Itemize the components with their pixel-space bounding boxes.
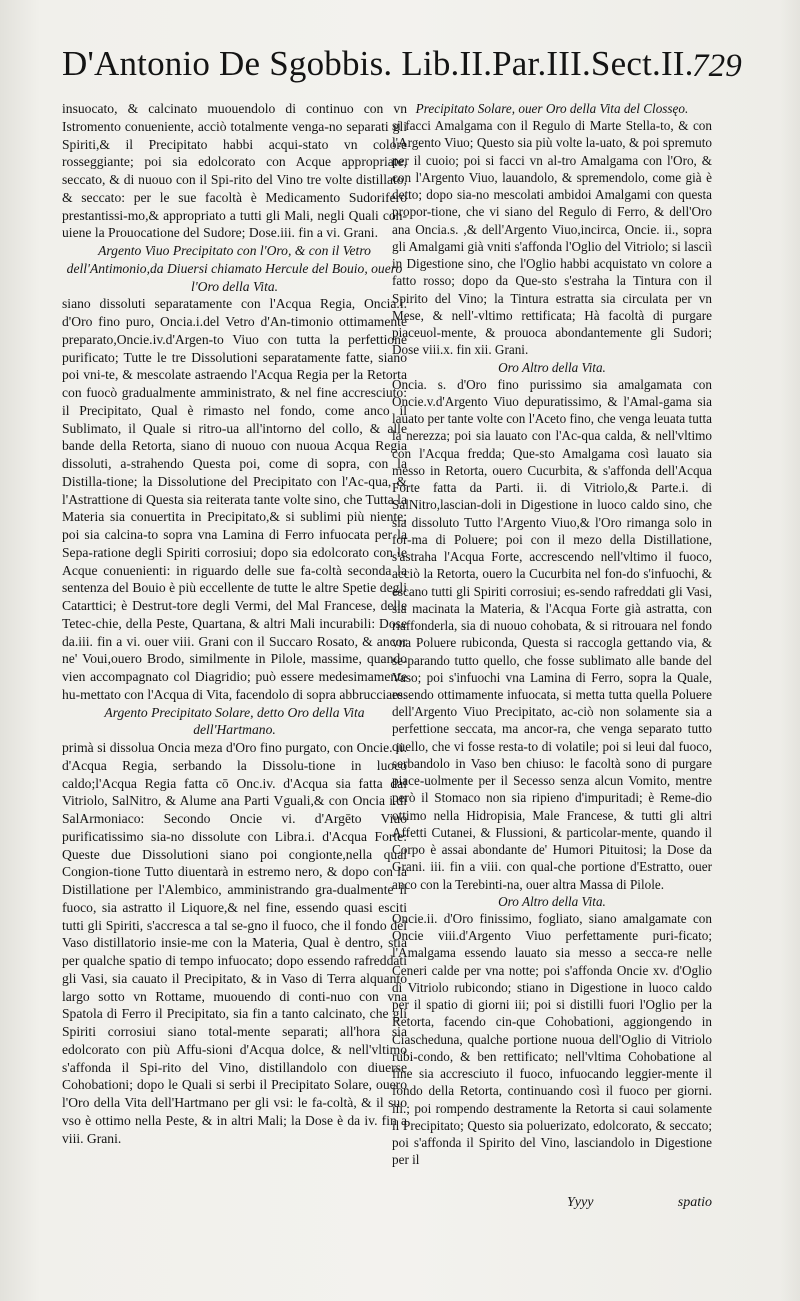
page-number: 729 bbox=[691, 48, 742, 84]
left-text-column bbox=[62, 100, 407, 1147]
catchword: spatio bbox=[677, 1195, 712, 1210]
paragraph: insuocato, & calcinato muouendolo di continuo con vn Istromento conueniente, acciò totalmente venga-no separati gli Spiriti,& il Precipitato habbi acqui-stato vn colore rosseggiante; poi sia edolcorato con Acque appropriate, seccato, & di nuouo con il Spi-rito del Vino tre volte distillato, & seccato: per le sue facoltà è Medicamento Sudorifero prestantissi-mo,& appropriato a tutti gli Mali, negli Quali con-uiene la Prouocatione del Sudore; Dose.iii. fin a vi. Grani. bbox=[62, 101, 407, 241]
right-text-column bbox=[392, 100, 712, 1169]
paragraph: Oncia. s. d'Oro fino purissimo sia amalgamata con Oncie.v.d'Argento Viuo depuratissimo, & l'Amal-gama sia lauato per tante volte con l'Aceto fino, che venga leuata tutta la nerezza; poi sia lauato con l'Ac-qua calda, & nell'vltimo con l'Acqua fredda; Que-sto Amalgama così lauato sia messo in Retorta, ouero Cucurbita, & s'affonda dell'Acqua Forte fatta da Parti. ii. di Vitriolo,& Parte.i. di SalNitro,lascian-doli in Digestione in luoco caldo sino, che sia dissoluto Tutto l'Argento Viuo,& l'Oro rimanga solo in for-ma di Poluere; poi con il mezo della Distillatione, s'astraha l'Acqua Forte, accrescendo nell'vltimo il fuoco, acciò la Retorta, ouero la Cucurbita nel fon-do s'infuochi, & escano tutti gli Spiriti corrosiui; es-sendo rafreddati gli Vasi, sia macinata la Materia, & l'Acqua Forte già astratta, con riaffonderla, sia di nuouo cohobata, & si ritrouara nel fondo vna Poluere rubiconda, Questa si raccogla gettando via, & se-parando tutto quello, che fosse sublimato alle bande del Vaso; poi s'infuochi vna Lamina di Ferro, sopra la Quale, essendo ottimamente infuocata, si metta tutta quella Poluere dell'Argento Viuo Precipitato, ac-ciò non solamente sia a perfettione seccata, ma ancor-ra, che venga separato tutto quello, che vi fosse resta-to di volatile; poi si leui dal fuoco, serbandolo in Vaso ben chiuso: le facoltà sono di purgare piace-uolmente per il Secesso senza alcun Vomito, mentre però il Stomaco non sia ripieno d'impuritadi; è Reme-dio ottimo nella Hidropisia, Male Francese, & tutti gli altri Affetti Cutanei, & Flussioni, & particolar-mente, quando il Corpo è assai abondante de' Humori Pituitosi; la Dose da Grani. iii. fin a viii. con qual-che portione d'Estratto, ouer anco con la Terebinti-na, ouer altra Massa di Pilole. bbox=[392, 376, 712, 892]
paragraph: si facci Amalgama con il Regulo di Marte Stella-to, & con l'Argento Viuo; Questo sia più volte la-uato, & poi spremuto per il cuoio; poi si facci vn al-tro Amalgama con l'Oro, & con l'Argento Viuo, lauandolo, & spremendolo, come già è detto; dopo sia-no mescolati ambidoi Amalgami con questa propor-tione, che vi siano del Regulo di Ferro, & dell'Oro ana Oncia.s. ,& dell'Argento Viuo,incirca, Oncie. ii., sopra gli Amalgami già vniti s'affonda l'Oglio del Vitriolo; si lasciì in Digestione sino, che l'Oglio habbi acquistato vn colore a fatto rosso; dopo da Que-sto s'estraha la Tintura con il Spirito del Vino; la Tintura estratta sia circulata per vn Mese, & nell'-vltimo rettificata; Hà facoltà di purgare piaceuol-mente, & prouoca abondantemente gli Sudori; Dose viii.x. fin xii. Grani. bbox=[392, 118, 712, 358]
section-heading: Argento Precipitato Solare, detto Oro della Vita dell'Hartmano. bbox=[104, 704, 365, 738]
section-heading: Oro Altro della Vita. bbox=[498, 893, 606, 909]
running-header bbox=[62, 44, 742, 96]
section-heading: Precipitato Solare, ouer Oro della Vita del Clossęo. bbox=[415, 101, 689, 116]
paragraph: Oncie.ii. d'Oro finissimo, fogliato, siano amalgamate con Oncie viii.d'Argento Viuo perfettamente puri-ficato; l'Amalgama essendo lauato sia messo a secca-re nelle Ceneri calde per vna notte; poi s'affonda Oncie xv. d'Oglio di Vitriolo rubicondo; stiano in Digestione in luoco caldo per il spatio di giorni iii; poi si distilli fuori l'Oglio per la Retorta, facendo cin-que Cohobationi, aggiongendo in Ciascheduna, qualche portione nuoua dell'Oglio di Vitriolo rubi-condo, & ben rettificato; nell'vltima Cohobatione al fine sia accresciuto il fuoco, infuocando leggier-mente il fondo della Retorta, continuando così il fuoco per giorni. iii.; poi rompendo destramente la Retorta si caui solamente il Precipitato; Questo sia poluerizato, edolcorato, & seccato; poi s'affonda il Spirito del Vino, lasciandolo in Digestione per il bbox=[392, 911, 712, 1168]
signature-mark: Yyyy bbox=[567, 1195, 594, 1210]
paragraph: primà si dissolua Oncia meza d'Oro fino purgato, con Oncie. ii. d'Acqua Regia, serbando la Dissolu-tione in luoco caldo;l'Acqua Regia fatta cō Onc.iv. d'Acqua sia fatta dal Vitriolo, SalNitro, & Alume ana Parti Vguali,& con Oncia i.di SalArmoniaco: Secondo Oncie vi. d'Argēto Viuo purificatissimo sia-no dissolute con Libra.i. d'Acqua Forte: Queste due Dissolutioni siano poi congionte,nella qual Congion-tione Tutto diuentarà in estremo nero, & dopo con la Distillatione per l'Alembico, amministrando gra-dualmente il fuoco, sia astratto il Liquore,& nel fine, essendo quasi esciti tutti gli Spiriti, s'accresca a tal se-gno il fuoco, che il fondo del Vaso distillatorio insie-me con la Materia, Qual è dentro, stia per qualche spatio di tempo infuocato; dopo essendo rafreddati gli Vasi, sia cauato il Precipitato, & in Vaso di Terra alquanto largo sotto vn Rottame, muouendo di conti-nuo con vna Spatola di Ferro il Precipitato, sia fin a tanto calcinato, che gli Spiriti corrosiui siano total-mente separati; all'hora sia edolcorato con più Affu-sioni d'Acqua dolce, & nell'vltimo s'affonda il Spi-rito del Vino, distillandolo con diuerse Cohobationi; dopo le Quali si serbi il Precipitato Solare, ouero l'Oro della Vita dell'Hartmano per gli vsi: le fa-coltà, & il suo vso è ottimo nella Peste, & in altri Mali; la Dose è da iv. fin a viii. Grani. bbox=[62, 740, 407, 1146]
paragraph: siano dissoluti separatamente con l'Acqua Regia, Oncia.i. d'Oro fino puro, Oncia.i.del Vetro d'An-timonio ottimamente preparato,Oncie.iv.d'Argen-to Viuo con tutta la perfettione purificato; Tutte le tre Dissolutioni separatamente fatte, siano poi vni-te, & mescolate astraendo l'Acqua Regia per la Retorta con fuocò gradualmente amministrato, & nel fine accresciuto: il Precipitato, Qual è rimasto nel fondo, come anco il Sublimato, il Quale si ritro-ua all'intorno del collo, & alle bande della Retorta, siano di nuouo con nuoua Acqua Regia dissoluti, a-strahendo Questa poi, come di sopra, con la Distilla-tione; la Dissolutione del Precipitato con l'Ac-qua, & l'Astrattione di Questa sia reiterata tante volte sino, che Tutta la Materia sia conuertita in Precipitato,& si sublimi più niente; poi sia calcina-to sopra vna Lamina di Ferro infuocata per la Sepa-ratione degli Spiriti corrosiui; dopo sia edolcorato con le Acque conuenienti: in riguardo delle sue fa-coltà seconda la sentenza del Bouio è più eccellente de tutte le altre Spetie degli Catarttici; è Destrut-tore degli Vermi, del Mal Francese, delle Tetec-chie, della Peste, Quartana, & altri Mali incurabili: Dose da.iii. fin a vi. ouer viii. Grani con il Succaro Rosato, & ancor ne' Voui,ouero Brodo, similmente in Pilole, massime, quando vien accompagnato col Diagridio; può essere medesimamente hu-mettato con l'Acqua di Vita, facendolo di sopra abbrucciare. bbox=[62, 296, 407, 702]
header-title: D'Antonio De Sgobbis. Lib.II.Par.III.Sect.II. bbox=[62, 44, 694, 83]
section-heading: Oro Altro della Vita. bbox=[498, 359, 606, 375]
section-heading: Argento Viuo Precipitato con l'Oro, & con il Vetro dell'Antimonio,da Diuersi chiamato Hercule del Bouio, ouero l'Oro della Vita. bbox=[66, 243, 403, 294]
